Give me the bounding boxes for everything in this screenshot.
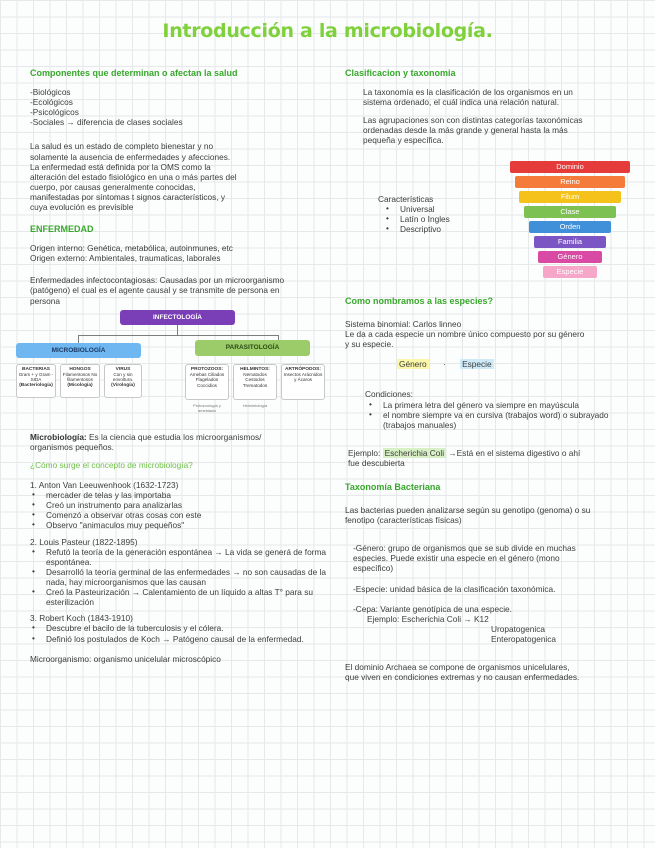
diagram-item-title: BACTERIAS [22,366,50,372]
diagram-item-title: ARTRÓPODOS: [285,366,321,372]
cepa-sub-1: Uropatogenica [491,623,545,634]
pasteur-heading-1: 1. Anton Van Leeuwenhook (1632-1723) [30,480,179,491]
list-item: • el nombre siempre va en cursiva (trabajos word) o subrayado (trabajos manuales) [367,410,630,430]
leeuwenhook-list [30,490,330,530]
text-line: que viven en condiciones extremas y no causan enfermedades. [345,672,580,683]
diagram-item-foot: (Bacteriología) [19,382,53,388]
caracteristicas-block [378,194,450,234]
page-title: Introducción a la microbiología. [162,20,493,42]
list-item: • Latín o Ingles [384,214,450,224]
list-item: • Observo "animaculos muy pequeños" [30,520,330,530]
list-item: • Refutó la teoría de la generación espontánea → La vida se generá de forma espontánea. [30,547,330,567]
ejemplo-text [345,448,630,468]
text-line: Origen externo: Ambientales, traumaticas, laborales [30,253,221,264]
caracteristicas-title: Características [378,194,434,204]
microbiologia-definition [30,432,330,452]
diagram-item-title: HELMINTOS: [240,366,270,372]
list-item: • Descubre el bacilo de la tuberculosis y el cólera. [30,623,330,633]
text-line: organismos pequeños. [30,441,114,452]
heading-componentes: Componentes que determinan o afectan la salud [30,68,238,78]
text-line: El dominio Archaea se compone de organismos unicelulares, [345,662,570,673]
pyramid-level: Orden [529,221,611,233]
text-line: La salud es un estado de completo bienestar y no [30,141,214,152]
diagram-item-body: Amebas Ciliados Flagelados Coccidios [189,372,225,388]
heading-clasificacion: Clasificacion y taxonomia [345,68,456,78]
diagram-item-body: Insectos Arácnidos y Ácaros [283,372,323,383]
diagram-connector [78,335,79,343]
diagram-item-body: Filamentosos No filamentosos [62,372,98,383]
diagram-protozoos [185,364,229,400]
diagram-connector [177,325,178,335]
diagram-artropodos [281,364,325,400]
cepa-sub-2: Enteropatogenica [491,634,557,645]
question-heading: ¿Cómo surge el concepto de microbiología? [30,459,193,470]
left-column [18,68,330,664]
heading-enfermedad: ENFERMEDAD [30,224,94,235]
text-line: fenotipo (características físicas) [345,515,462,526]
text-line: específico) [353,563,394,574]
definition-text: Es la ciencia que estudia los microorganismos/ [86,431,262,442]
text-line: cuerpo, por causas generalmente conocidas, [30,181,196,192]
pyramid-level: Especie [543,266,597,278]
pyramid-level: Clase [524,206,616,218]
koch-list [30,623,330,643]
list-item: • Descriptivo [384,224,450,234]
especie-label: Especie [462,359,492,370]
diagram-parasitologia: PARASITOLOGÍA [195,340,310,356]
right-column [345,68,630,768]
cepa-definition: -Cepa: Variante genotípica de una especie. [353,603,512,614]
text-line: cuya evolución es previsible [30,202,134,213]
text-line: manifestadas por síntomas t signos característicos, y [30,191,226,202]
diagram-microbiologia: MICROBIOLOGÍA [16,343,141,358]
diagram-item-foot: (Micología) [67,382,93,388]
text-line: Las bacterias pueden analizarse según su genotipo (genoma) o su [345,505,591,516]
taxonomy-pyramid [510,161,630,281]
text-line: Las agrupaciones son con distintas categorías taxonómicas [363,115,583,126]
origen-list [30,243,330,263]
salud-definition [30,141,330,212]
separator-dot: · [443,359,446,370]
componente-item: -Ecológicos [30,97,73,108]
text-line: (patógeno) el cual es el agente causal y se transmite de persona en [30,285,280,296]
list-item: • Creó un instrumento para analizarlas [30,500,330,510]
cepa-example: Ejemplo: Escherichia Coli → K12 [367,613,489,624]
condiciones-title: Condiciones: [365,389,413,400]
genero-label: Género [399,359,427,370]
text-line: Enfermedades infectocontagiosas: Causadas por un microorganismo [30,275,285,286]
diagram-note: Helmintología [242,402,268,408]
diagram-item-body: Gram + y Gram - SIDA [18,372,54,383]
caracteristicas-list [378,204,450,234]
condiciones-list [345,400,630,430]
text-line: -Género: grupo de organismos que se sub divide en muchas [353,543,576,554]
diagram-virus [104,364,142,398]
diagram-item-foot: (Virología) [111,382,135,388]
infecto-definition [30,275,330,305]
ejemplo-name: Escherichia Coli [384,447,445,458]
componente-item: -Sociales → diferencia de clases sociales [30,117,183,128]
text-line: sistema ordenado, el cuál indica una relación natural. [363,97,560,108]
text-line: Sistema binomial: Carlos linneo [345,318,462,329]
diagram-connector [278,335,279,340]
heading-taxonomia-bacteriana: Taxonomía Bacteriana [345,482,441,493]
text-line: La taxonomía es la clasificación de los organismos en un [363,86,573,97]
text-line: Le da a cada especie un nombre único compuesto por su género [345,329,585,340]
bacterias-text [345,505,630,525]
binomial-text [345,319,630,349]
list-item: • Comenzó a observar otras cosas con este [30,510,330,520]
infectologia-diagram [18,310,330,422]
text-line: ordenadas desde la más grande y general hasta la más [363,125,568,136]
diagram-item-title: VIRUS [115,366,131,372]
diagram-item-body: Con y sin envoltura. [112,372,134,383]
text-line: persona [30,295,60,306]
list-item: • mercader de telas y las importaba [30,490,330,500]
text-line: pequeña y específica. [363,135,444,146]
ejemplo-prefix: Ejemplo: [348,447,383,458]
genero-especie-example [345,359,630,369]
list-item: • Desarrolló la teoría germinal de las enfermedades → no son causadas de la nada, hay microorganismos que las causan [30,567,330,587]
text-line: La enfermedad está definida por la OMS como la [30,161,211,172]
diagram-connector [78,335,278,336]
pasteur-heading-3: 3. Robert Koch (1843-1910) [30,613,133,624]
list-item: • Definió los postulados de Koch → Patógeno causal de la enfermedad. [30,634,330,644]
text-line: solamente la ausencia de enfermedades y afecciones. [30,151,231,162]
text-line: Origen interno: Genética, metabólica, autoinmunes, etc [30,243,233,254]
text-line: fue descubierta [348,457,405,468]
diagram-infectologia: INFECTOLOGÍA [120,310,235,325]
especie-definition: -Especie: unidad básica de la clasificación taxonómica. [353,583,556,594]
pyramid-level: Filum [519,191,620,203]
taxonomia-definition [345,87,630,107]
componentes-list [30,87,330,127]
agrupaciones-text [345,115,630,145]
text-line: alteración del estado fisiológico en una o más partes del [30,171,237,182]
definition-label: Microbiología: [30,431,87,442]
pasteur-heading-2: 2. Louis Pasteur (1822-1895) [30,536,138,547]
pyramid-level: Dominio [510,161,630,173]
heading-especies: Como nombramos a las especies? [345,296,494,306]
diagram-item-title: PROTOZOOS: [190,366,224,372]
diagram-item-title: HONGOS [69,366,91,372]
microorganismo-definition: Microorganismo: organismo unicelular microscópico [30,653,221,664]
diagram-bacterias [16,364,56,398]
diagram-hongos [60,364,100,398]
diagram-helmintos [233,364,277,400]
componente-item: -Biológicos [30,86,71,97]
text-line: especies. Puede existir una especie en el género (mono [353,553,560,564]
list-item: • Universal [384,204,450,214]
pyramid-level: Género [538,251,601,263]
pyramid-level: Reino [515,176,626,188]
diagram-item-body: Nematodos Cestodos Trematodos [242,372,268,388]
list-item: • Creó la Pasteurización → Calentamiento de un líquido a altas T° para su esterilización [30,587,330,607]
text-line: y su especie. [345,339,394,350]
genero-definition [345,543,630,573]
diagram-note: Protozoología y amebiasis [193,402,221,413]
archaea-text [345,662,630,682]
pyramid-level: Familia [534,236,607,248]
ejemplo-suffix: →Está en el sistema digestivo o ahí [446,447,581,458]
pasteur-list [30,547,330,608]
list-item: • La primera letra del género va siempre en mayúscula [367,400,630,410]
componente-item: -Psicológicos [30,107,79,118]
